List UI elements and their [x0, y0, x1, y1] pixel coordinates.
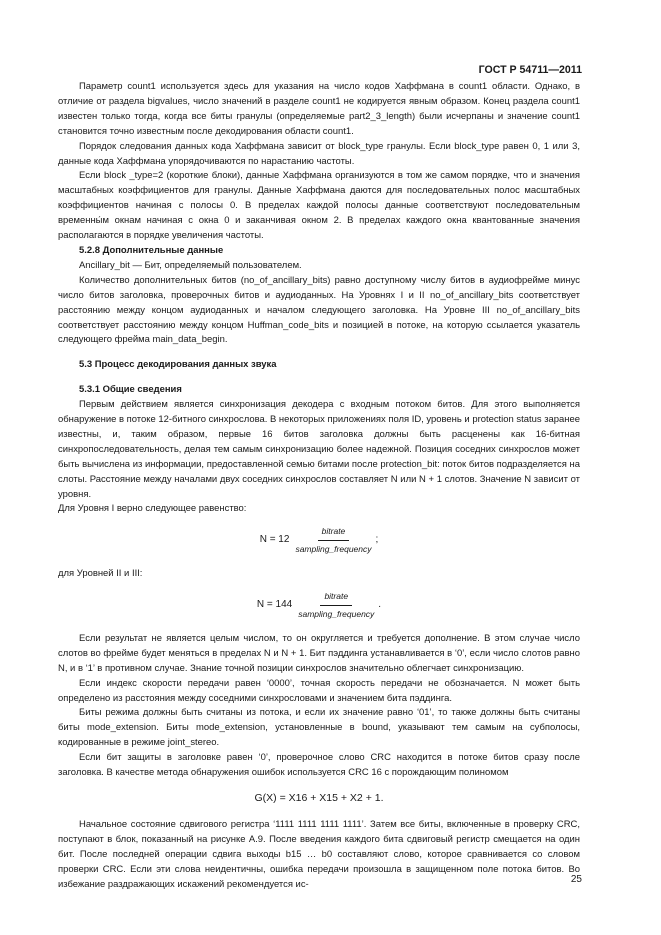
paragraph-bitrate-index: Если индекс скорости передачи равен ‘0000’, точная скорость передачи не обозначается. N может быть определено из расстояния между соседними синхрословами и значением бита пэддинга. — [58, 677, 580, 704]
formula-layer23 — [58, 589, 580, 622]
paragraph-ancillary-count: Количество дополнительных битов (no_of_ancillary_bits) равно доступному числу битов в аудиофрейме минус число битов заголовка, проверочных битов и аудиоданных. На Уровнях I и II no_of_ancillary_bits соответствует расстоянию между концом аудиоданных и началом следующего заголовка. На Уровне III no_of_ancillary_bits соответствует расстоянию между концом Huffman_code_bits и позицией в потоке, на которую ссылается указатель следующего фрейма main_data_begin. — [58, 274, 580, 346]
fraction — [294, 589, 378, 622]
paragraph-ancillary-bit: Ancillary_bit — Бит, определяемый пользователем. — [79, 259, 302, 271]
paragraph-padding: Если результат не является целым числом, то он округляется и требуется дополнение. В этом случае число слотов во фрейме будет меняться в пределах N и N + 1. Бит пэддинга устанавливается в ‘0’, если число слотов равно N, и в ‘1’ в противном случае. Знание точной позиции синхрослов значительно облегчает синхронизацию. — [58, 632, 580, 674]
fraction-numerator: bitrate — [320, 589, 352, 606]
page-number: 25 — [570, 874, 582, 885]
standard-header: ГОСТ Р 54711—2011 — [478, 64, 582, 76]
fraction-denominator: sampling_frequency — [298, 609, 375, 619]
paragraph-huffman-order: Порядок следования данных кода Хаффмана зависит от block_type гранулы. Если block_type равен 0, 1 или 3, данные кода Хаффмана упорядочиваются по нарастанию частоты. — [58, 140, 580, 167]
fraction-denominator: sampling_frequency — [295, 544, 372, 555]
paragraph-layer23-intro: для Уровней II и III: — [58, 568, 143, 580]
paragraph-mode-bits: Биты режима должны быть считаны из потока, и если их значение равно ‘01’, то также должны быть считаны биты mode_extension. Биты mode_extension, установленные в bound, указывают тем самым на субполосы, кодированные в режиме joint_stereo. — [58, 707, 580, 749]
paragraph-crc-intro: Если бит защиты в заголовке равен ‘0’, проверочное слово CRC находится в потоке битов сразу после заголовка. В качестве метода обнаружения ошибок используется CRC 16 с порождающим полиномом — [58, 752, 580, 779]
paragraph-shift-register: Начальное состояние сдвигового регистра ‘1111 1111 1111 1111’. Затем все биты, включенные в проверку CRC, поступают в блок, показанный на рисунке А.9. После введения каждого бита сдвиговый регистр смещается на один бит. После последней операции сдвига выходы b15 … b0 составляют слово, которое сравнивается со словом проверки CRC. Если эти слова неидентичны, ошибка передачи произошла в защищенном поле потока битов. Во избежание раздражающих искажений рекомендуется ис- — [58, 818, 580, 890]
formula-crc-polynomial: G(X) = X16 + X15 + X2 + 1. — [254, 791, 384, 804]
formula-layer1 — [58, 524, 580, 557]
page-body — [58, 80, 580, 892]
paragraph-layer1-intro: Для Уровня I верно следующее равенство: — [58, 503, 247, 515]
fraction — [291, 524, 375, 557]
section-heading-5-3: 5.3 Процесс декодирования данных звука — [79, 359, 277, 371]
formula-lhs: N = 12 — [259, 534, 290, 546]
section-heading-5-3-1: 5.3.1 Общие сведения — [79, 384, 182, 396]
formula-end: . — [378, 599, 382, 611]
paragraph-short-blocks: Если block _type=2 (короткие блоки), данные Хаффмана организуются в том же самом порядке, что и значения масштабных коэффициентов для гранулы. Данные Хаффмана даются для последовательных полос масштабных коэффициентов начиная с полосы 0. В пределах каждой полосы данные соответствуют последовательным временны́м окнам начиная с окна 0 и заканчивая окном 2. В пределах каждого окна квантованные значения располагаются в порядке увеличения частоты. — [58, 170, 580, 242]
paragraph-count1: Параметр count1 используется здесь для указания на число кодов Хаффмана в count1 области. Однако, в отличие от раздела bigvalues, число значений в разделе count1 не кодируется явным образом. Конец раздела count1 известен только тогда, когда все биты гранулы (определяемые part2_3_length) были исчерпаны и значение count1 становится точно известным после декодирования области count1. — [58, 81, 580, 137]
formula-end: ; — [375, 534, 379, 546]
fraction-numerator: bitrate — [318, 524, 350, 541]
formula-lhs: N = 144 — [256, 599, 293, 611]
paragraph-synchronization: Первым действием является синхронизация декодера с входным потоком битов. Для этого выполняется обнаружение в потоке 12-битного синхрослова. В некоторых приложениях поля ID, уровень и protection status заранее известны, и, таким образом, первые 16 битов заголовка должны быть расценены как 16-битная синхропоследовательность, делая тем самым синхронизацию более надежной. Позиция соседних синхрослов может быть вычислена из информации, предоставленной семью битами после protection_bit: поток битов подразделяется на слоты. Расстояние между началами двух соседних синхрослов составляет N или N + 1 слотов. Значение N зависит от уровня. — [58, 399, 580, 500]
section-heading-5-2-8: 5.2.8 Дополнительные данные — [79, 244, 224, 256]
